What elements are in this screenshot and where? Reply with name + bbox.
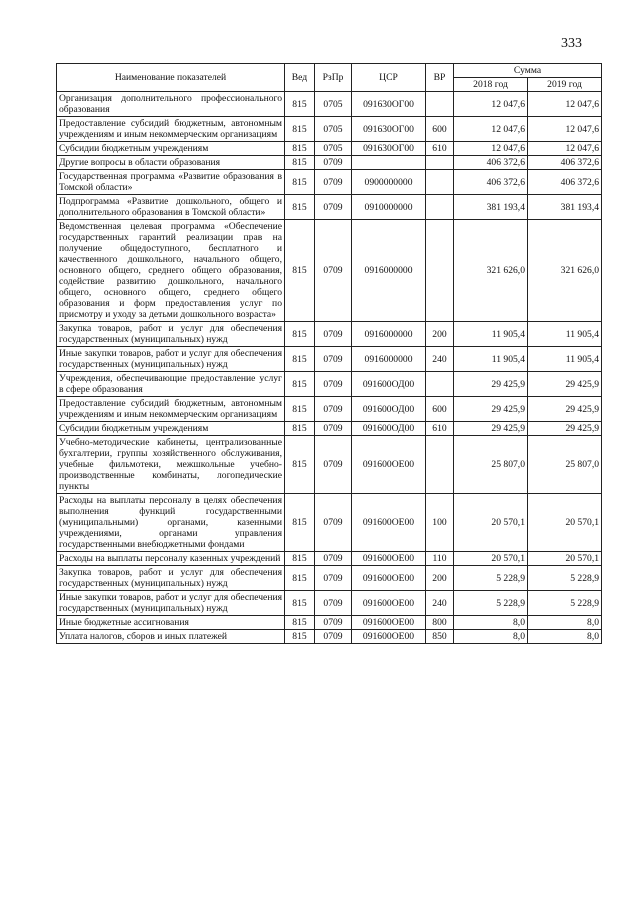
row-sum-2018: 5 228,9: [454, 591, 528, 616]
row-name: Организация дополнительного профессионального образования: [57, 92, 285, 117]
table-row: [57, 422, 602, 436]
table-row: [57, 195, 602, 220]
row-vr: [426, 220, 454, 322]
row-ved: 815: [285, 195, 315, 220]
row-ved: 815: [285, 436, 315, 494]
row-csr: 091600ОЕ00: [352, 616, 426, 630]
row-name: Иные бюджетные ассигнования: [57, 616, 285, 630]
table-row: [57, 436, 602, 494]
row-vr: 600: [426, 397, 454, 422]
row-vr: [426, 436, 454, 494]
table-row: [57, 220, 602, 322]
row-rzpr: 0709: [315, 322, 352, 347]
row-rzpr: 0709: [315, 436, 352, 494]
row-ved: 815: [285, 347, 315, 372]
row-rzpr: 0705: [315, 117, 352, 142]
row-rzpr: 0709: [315, 170, 352, 195]
row-sum-2019: 406 372,6: [528, 156, 602, 170]
header-year-2018: 2018 год: [454, 78, 528, 92]
row-sum-2018: 8,0: [454, 630, 528, 644]
row-sum-2018: 406 372,6: [454, 156, 528, 170]
row-ved: 815: [285, 170, 315, 195]
row-name: Предоставление субсидий бюджетным, автономным учреждениям и иным некоммерческим организациям: [57, 397, 285, 422]
table-row: [57, 552, 602, 566]
table-row: [57, 372, 602, 397]
table-row: [57, 322, 602, 347]
row-csr: 091630ОГ00: [352, 92, 426, 117]
row-rzpr: 0709: [315, 347, 352, 372]
row-csr: 091600ОД00: [352, 397, 426, 422]
row-sum-2019: 5 228,9: [528, 591, 602, 616]
row-sum-2019: 20 570,1: [528, 494, 602, 552]
row-vr: 240: [426, 591, 454, 616]
table-row: [57, 566, 602, 591]
row-sum-2018: 12 047,6: [454, 142, 528, 156]
table-row: [57, 170, 602, 195]
row-csr: 0916000000: [352, 220, 426, 322]
table-row: [57, 347, 602, 372]
row-ved: 815: [285, 566, 315, 591]
row-sum-2018: 406 372,6: [454, 170, 528, 195]
row-csr: 091600ОЕ00: [352, 436, 426, 494]
table-body: [57, 92, 602, 644]
row-sum-2018: 29 425,9: [454, 372, 528, 397]
row-rzpr: 0709: [315, 220, 352, 322]
row-sum-2018: 12 047,6: [454, 117, 528, 142]
row-ved: 815: [285, 322, 315, 347]
row-name: Учебно-методические кабинеты, централизованные бухгалтерии, группы хозяйственного обслуживания, учебные фильмотеки, межшкольные учебно-производственные комбинаты, логопедические пункты: [57, 436, 285, 494]
row-ved: 815: [285, 156, 315, 170]
row-sum-2019: 11 905,4: [528, 347, 602, 372]
row-rzpr: 0709: [315, 195, 352, 220]
row-csr: 091630ОГ00: [352, 142, 426, 156]
row-name: Субсидии бюджетным учреждениям: [57, 422, 285, 436]
row-ved: 815: [285, 616, 315, 630]
row-csr: 0900000000: [352, 170, 426, 195]
row-sum-2018: 8,0: [454, 616, 528, 630]
row-vr: [426, 156, 454, 170]
row-vr: 100: [426, 494, 454, 552]
row-csr: 091600ОЕ00: [352, 591, 426, 616]
row-rzpr: 0709: [315, 552, 352, 566]
row-name: Ведомственная целевая программа «Обеспечение государственных гарантий реализации прав на получение общедоступного, бесплатного и качественного дошкольного, начального общего, основного общего, среднего общего образования, содействие развитию дошкольного, начального общего, основного общего, среднего общего образования и форм предоставления услуг по присмотру и уходу за детьми дошкольного возраста»: [57, 220, 285, 322]
table-row: [57, 92, 602, 117]
row-sum-2019: 381 193,4: [528, 195, 602, 220]
row-vr: 800: [426, 616, 454, 630]
row-vr: 600: [426, 117, 454, 142]
row-rzpr: 0709: [315, 372, 352, 397]
row-rzpr: 0709: [315, 156, 352, 170]
row-rzpr: 0705: [315, 142, 352, 156]
row-ved: 815: [285, 397, 315, 422]
row-vr: [426, 372, 454, 397]
row-rzpr: 0709: [315, 566, 352, 591]
row-name: Иные закупки товаров, работ и услуг для обеспечения государственных (муниципальных) нужд: [57, 591, 285, 616]
row-sum-2018: 29 425,9: [454, 397, 528, 422]
row-vr: 110: [426, 552, 454, 566]
row-ved: 815: [285, 372, 315, 397]
row-csr: 0916000000: [352, 322, 426, 347]
row-name: Субсидии бюджетным учреждениям: [57, 142, 285, 156]
table-row: [57, 494, 602, 552]
row-name: Учреждения, обеспечивающие предоставление услуг в сфере образования: [57, 372, 285, 397]
row-name: Предоставление субсидий бюджетным, автономным учреждениям и иным некоммерческим организациям: [57, 117, 285, 142]
row-sum-2018: 11 905,4: [454, 322, 528, 347]
budget-table: [56, 63, 602, 644]
row-sum-2019: 29 425,9: [528, 397, 602, 422]
row-sum-2019: 406 372,6: [528, 170, 602, 195]
row-name: Расходы на выплаты персоналу казенных учреждений: [57, 552, 285, 566]
table-row: [57, 616, 602, 630]
row-sum-2018: 20 570,1: [454, 494, 528, 552]
row-name: Другие вопросы в области образования: [57, 156, 285, 170]
row-rzpr: 0709: [315, 630, 352, 644]
row-csr: 091600ОЕ00: [352, 552, 426, 566]
header-sum: Сумма: [454, 64, 602, 78]
row-csr: [352, 156, 426, 170]
row-csr: 091600ОД00: [352, 372, 426, 397]
row-name: Закупка товаров, работ и услуг для обеспечения государственных (муниципальных) нужд: [57, 566, 285, 591]
row-vr: 850: [426, 630, 454, 644]
row-vr: 610: [426, 422, 454, 436]
row-csr: 0910000000: [352, 195, 426, 220]
header-vr: ВР: [426, 64, 454, 92]
header-csr: ЦСР: [352, 64, 426, 92]
row-sum-2019: 20 570,1: [528, 552, 602, 566]
row-sum-2018: 20 570,1: [454, 552, 528, 566]
row-ved: 815: [285, 142, 315, 156]
row-ved: 815: [285, 494, 315, 552]
table-row: [57, 156, 602, 170]
row-sum-2018: 29 425,9: [454, 422, 528, 436]
row-rzpr: 0709: [315, 397, 352, 422]
row-name: Закупка товаров, работ и услуг для обеспечения государственных (муниципальных) нужд: [57, 322, 285, 347]
row-sum-2019: 29 425,9: [528, 422, 602, 436]
row-vr: 240: [426, 347, 454, 372]
row-vr: [426, 170, 454, 195]
row-name: Уплата налогов, сборов и иных платежей: [57, 630, 285, 644]
row-name: Иные закупки товаров, работ и услуг для обеспечения государственных (муниципальных) нужд: [57, 347, 285, 372]
row-sum-2018: 11 905,4: [454, 347, 528, 372]
row-name: Расходы на выплаты персоналу в целях обеспечения выполнения функций государственными (муниципальными) органами, казенными учреждениями, органами управления государственными внебюджетными фондами: [57, 494, 285, 552]
row-name: Государственная программа «Развитие образования в Томской области»: [57, 170, 285, 195]
row-name: Подпрограмма «Развитие дошкольного, общего и дополнительного образования в Томской области»: [57, 195, 285, 220]
header-year-2019: 2019 год: [528, 78, 602, 92]
row-ved: 815: [285, 220, 315, 322]
table-row: [57, 142, 602, 156]
row-sum-2019: 11 905,4: [528, 322, 602, 347]
row-sum-2018: 25 807,0: [454, 436, 528, 494]
header-name: Наименование показателей: [57, 64, 285, 92]
row-ved: 815: [285, 92, 315, 117]
row-sum-2018: 5 228,9: [454, 566, 528, 591]
row-csr: 091600ОЕ00: [352, 566, 426, 591]
row-rzpr: 0709: [315, 494, 352, 552]
row-sum-2019: 12 047,6: [528, 142, 602, 156]
row-ved: 815: [285, 117, 315, 142]
table-row: [57, 591, 602, 616]
header-ved: Вед: [285, 64, 315, 92]
row-csr: 091630ОГ00: [352, 117, 426, 142]
row-sum-2019: 12 047,6: [528, 117, 602, 142]
row-csr: 091600ОЕ00: [352, 630, 426, 644]
row-vr: 610: [426, 142, 454, 156]
row-sum-2019: 5 228,9: [528, 566, 602, 591]
row-sum-2019: 8,0: [528, 630, 602, 644]
row-vr: [426, 195, 454, 220]
row-sum-2018: 321 626,0: [454, 220, 528, 322]
row-csr: 091600ОД00: [352, 422, 426, 436]
row-vr: 200: [426, 322, 454, 347]
row-vr: 200: [426, 566, 454, 591]
row-sum-2018: 381 193,4: [454, 195, 528, 220]
table-row: [57, 630, 602, 644]
page-number: 333: [561, 36, 582, 51]
row-vr: [426, 92, 454, 117]
row-csr: 091600ОЕ00: [352, 494, 426, 552]
header-rzpr: РзПр: [315, 64, 352, 92]
row-sum-2019: 29 425,9: [528, 372, 602, 397]
row-rzpr: 0709: [315, 616, 352, 630]
row-csr: 0916000000: [352, 347, 426, 372]
row-sum-2019: 321 626,0: [528, 220, 602, 322]
row-rzpr: 0709: [315, 591, 352, 616]
table-row: [57, 117, 602, 142]
row-ved: 815: [285, 552, 315, 566]
row-sum-2019: 12 047,6: [528, 92, 602, 117]
row-sum-2018: 12 047,6: [454, 92, 528, 117]
row-sum-2019: 8,0: [528, 616, 602, 630]
row-ved: 815: [285, 591, 315, 616]
row-ved: 815: [285, 422, 315, 436]
row-rzpr: 0705: [315, 92, 352, 117]
row-ved: 815: [285, 630, 315, 644]
table-row: [57, 397, 602, 422]
row-rzpr: 0709: [315, 422, 352, 436]
row-sum-2019: 25 807,0: [528, 436, 602, 494]
